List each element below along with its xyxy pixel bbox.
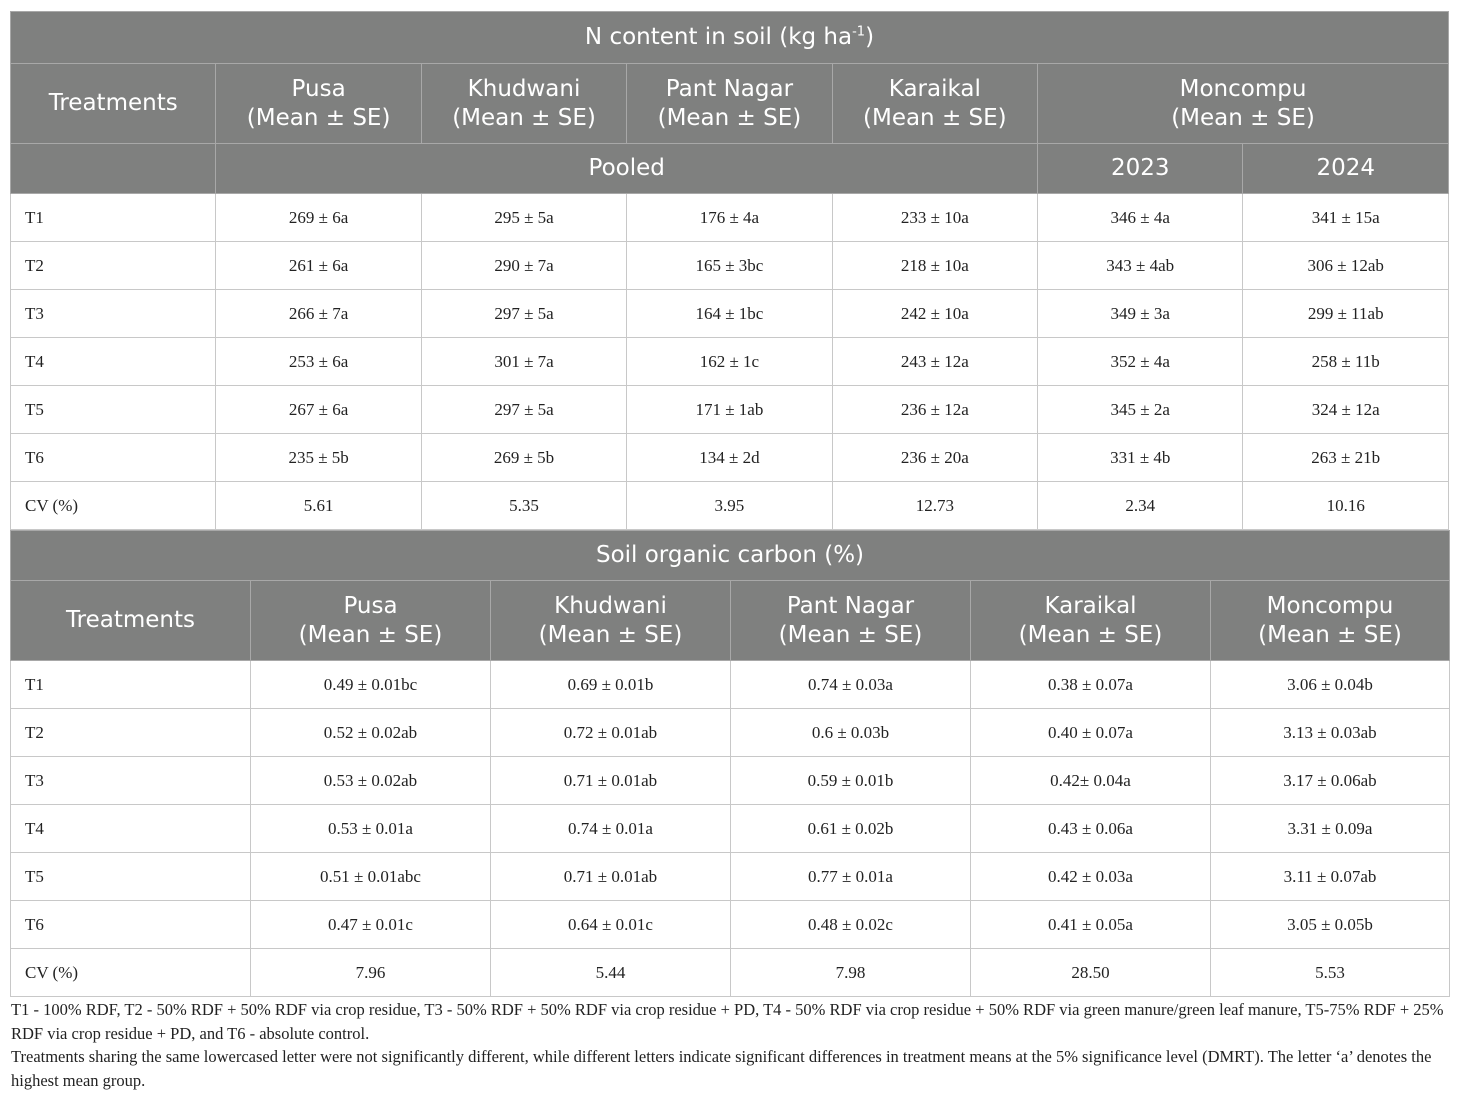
value-cell: 0.74 ± 0.03a <box>731 661 971 709</box>
value-cell: 0.71 ± 0.01ab <box>491 853 731 901</box>
n-content-title: N content in soil (kg $ha^{-1}$) <box>11 12 1449 64</box>
table-row <box>11 709 1450 757</box>
value-cell: 7.98 <box>731 949 971 997</box>
value-cell: 176 ± 4a <box>627 194 832 242</box>
site-header-pant-nagar: Pant Nagar (Mean ± SE) <box>627 64 832 144</box>
value-cell: 269 ± 5b <box>421 434 626 482</box>
table-row <box>11 901 1450 949</box>
footnote-significance: Treatments sharing the same lowercased letter were not significantly different, while different letters indicate significant differences in treatment means at the 5% significance level (DMRT). The letter ‘a’ denotes the highest mean group. <box>11 1047 1432 1090</box>
value-cell: 0.38 ± 0.07a <box>971 661 1211 709</box>
value-cell: 171 ± 1ab <box>627 386 832 434</box>
table-row <box>11 434 1449 482</box>
value-cell: 301 ± 7a <box>421 338 626 386</box>
value-cell: 0.53 ± 0.02ab <box>251 757 491 805</box>
value-cell: 0.42± 0.04a <box>971 757 1211 805</box>
value-cell: 0.69 ± 0.01b <box>491 661 731 709</box>
value-cell: 263 ± 21b <box>1243 434 1449 482</box>
value-cell: 162 ± 1c <box>627 338 832 386</box>
value-cell: 261 ± 6a <box>216 242 421 290</box>
table-row <box>11 386 1449 434</box>
treatment-label: T1 <box>11 661 251 709</box>
treatment-label: T4 <box>11 805 251 853</box>
treatment-label: T6 <box>11 434 216 482</box>
value-cell: 28.50 <box>971 949 1211 997</box>
table-row <box>11 242 1449 290</box>
value-cell: 5.61 <box>216 482 421 530</box>
table-row <box>11 338 1449 386</box>
value-cell: 5.44 <box>491 949 731 997</box>
value-cell: 3.13 ± 0.03ab <box>1211 709 1450 757</box>
value-cell: 134 ± 2d <box>627 434 832 482</box>
value-cell: 349 ± 3a <box>1038 290 1243 338</box>
value-cell: 5.53 <box>1211 949 1450 997</box>
value-cell: 341 ± 15a <box>1243 194 1449 242</box>
treatment-label: T4 <box>11 338 216 386</box>
value-cell: 345 ± 2a <box>1038 386 1243 434</box>
table-row <box>11 805 1450 853</box>
treatment-label: T2 <box>11 242 216 290</box>
n-content-body <box>11 194 1449 530</box>
value-cell: 3.17 ± 0.06ab <box>1211 757 1450 805</box>
n-content-table <box>10 11 1449 530</box>
value-cell: 3.11 ± 0.07ab <box>1211 853 1450 901</box>
treatment-label: T5 <box>11 853 251 901</box>
value-cell: 0.61 ± 0.02b <box>731 805 971 853</box>
value-cell: 295 ± 5a <box>421 194 626 242</box>
value-cell: 235 ± 5b <box>216 434 421 482</box>
value-cell: 0.52 ± 0.02ab <box>251 709 491 757</box>
table-row <box>11 853 1450 901</box>
site-header-pant-nagar: Pant Nagar (Mean ± SE) <box>731 581 971 661</box>
year-header-2024: 2024 <box>1243 144 1449 194</box>
value-cell: 0.64 ± 0.01c <box>491 901 731 949</box>
treatments-header: Treatments <box>11 64 216 144</box>
value-cell: 331 ± 4b <box>1038 434 1243 482</box>
value-cell: 0.49 ± 0.01bc <box>251 661 491 709</box>
value-cell: 0.74 ± 0.01a <box>491 805 731 853</box>
value-cell: 346 ± 4a <box>1038 194 1243 242</box>
value-cell: 324 ± 12a <box>1243 386 1449 434</box>
table-row <box>11 194 1449 242</box>
value-cell: 242 ± 10a <box>832 290 1037 338</box>
treatment-label: T3 <box>11 290 216 338</box>
value-cell: 243 ± 12a <box>832 338 1037 386</box>
soc-title: Soil organic carbon (%) <box>11 531 1450 581</box>
value-cell: 218 ± 10a <box>832 242 1037 290</box>
value-cell: 258 ± 11b <box>1243 338 1449 386</box>
table-row <box>11 661 1450 709</box>
treatment-label: CV (%) <box>11 949 251 997</box>
value-cell: 0.48 ± 0.02c <box>731 901 971 949</box>
value-cell: 0.42 ± 0.03a <box>971 853 1211 901</box>
value-cell: 2.34 <box>1038 482 1243 530</box>
tables-container <box>10 11 1449 997</box>
value-cell: 0.59 ± 0.01b <box>731 757 971 805</box>
value-cell: 0.77 ± 0.01a <box>731 853 971 901</box>
treatments-header: Treatments <box>11 581 251 661</box>
year-header-2023: 2023 <box>1038 144 1243 194</box>
site-header-pusa: Pusa (Mean ± SE) <box>216 64 421 144</box>
table-row <box>11 757 1450 805</box>
value-cell: 297 ± 5a <box>421 290 626 338</box>
value-cell: 343 ± 4ab <box>1038 242 1243 290</box>
treatment-label: CV (%) <box>11 482 216 530</box>
value-cell: 0.72 ± 0.01ab <box>491 709 731 757</box>
treatment-label: T5 <box>11 386 216 434</box>
treatment-label: T6 <box>11 901 251 949</box>
value-cell: 290 ± 7a <box>421 242 626 290</box>
site-header-karaikal: Karaikal (Mean ± SE) <box>832 64 1037 144</box>
value-cell: 267 ± 6a <box>216 386 421 434</box>
pooled-header: Pooled <box>216 144 1038 194</box>
table-row <box>11 482 1449 530</box>
value-cell: 10.16 <box>1243 482 1449 530</box>
table-footnotes <box>11 998 1453 1092</box>
value-cell: 297 ± 5a <box>421 386 626 434</box>
value-cell: 352 ± 4a <box>1038 338 1243 386</box>
value-cell: 299 ± 11ab <box>1243 290 1449 338</box>
value-cell: 0.41 ± 0.05a <box>971 901 1211 949</box>
value-cell: 3.95 <box>627 482 832 530</box>
table-row <box>11 290 1449 338</box>
soc-body <box>11 661 1450 997</box>
value-cell: 5.35 <box>421 482 626 530</box>
soil-organic-carbon-table <box>10 530 1450 997</box>
treatment-label: T2 <box>11 709 251 757</box>
table-row <box>11 949 1450 997</box>
value-cell: 253 ± 6a <box>216 338 421 386</box>
treatment-label: T1 <box>11 194 216 242</box>
value-cell: 0.51 ± 0.01abc <box>251 853 491 901</box>
site-header-moncompu: Moncompu (Mean ± SE) <box>1038 64 1449 144</box>
value-cell: 269 ± 6a <box>216 194 421 242</box>
site-header-pusa: Pusa (Mean ± SE) <box>251 581 491 661</box>
value-cell: 3.06 ± 0.04b <box>1211 661 1450 709</box>
site-header-moncompu: Moncompu (Mean ± SE) <box>1211 581 1450 661</box>
value-cell: 164 ± 1bc <box>627 290 832 338</box>
footnote-treatments: T1 - 100% RDF, T2 - 50% RDF + 50% RDF via crop residue, T3 - 50% RDF + 50% RDF via crop residue + PD, T4 - 50% RDF via crop residue + 50% RDF via green manure/green leaf manure, T5-75% RDF + 25% RDF via crop residue + PD, and T6 - absolute control. <box>11 1000 1444 1043</box>
value-cell: 3.31 ± 0.09a <box>1211 805 1450 853</box>
value-cell: 233 ± 10a <box>832 194 1037 242</box>
value-cell: 3.05 ± 0.05b <box>1211 901 1450 949</box>
value-cell: 266 ± 7a <box>216 290 421 338</box>
site-header-khudwani: Khudwani (Mean ± SE) <box>421 64 626 144</box>
value-cell: 0.6 ± 0.03b <box>731 709 971 757</box>
value-cell: 0.40 ± 0.07a <box>971 709 1211 757</box>
site-header-khudwani: Khudwani (Mean ± SE) <box>491 581 731 661</box>
value-cell: 0.53 ± 0.01a <box>251 805 491 853</box>
value-cell: 236 ± 20a <box>832 434 1037 482</box>
value-cell: 12.73 <box>832 482 1037 530</box>
value-cell: 0.43 ± 0.06a <box>971 805 1211 853</box>
site-header-karaikal: Karaikal (Mean ± SE) <box>971 581 1211 661</box>
value-cell: 306 ± 12ab <box>1243 242 1449 290</box>
value-cell: 236 ± 12a <box>832 386 1037 434</box>
value-cell: 7.96 <box>251 949 491 997</box>
value-cell: 0.71 ± 0.01ab <box>491 757 731 805</box>
treatment-label: T3 <box>11 757 251 805</box>
value-cell: 165 ± 3bc <box>627 242 832 290</box>
blank-header-cell <box>11 144 216 194</box>
value-cell: 0.47 ± 0.01c <box>251 901 491 949</box>
